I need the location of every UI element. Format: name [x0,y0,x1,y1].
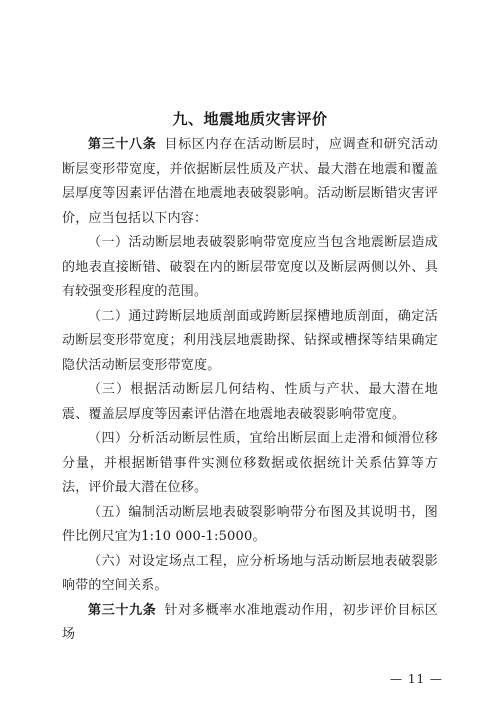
article-38-paragraph [62,133,438,231]
section-title: 九、地震地质灾害评价 [172,110,328,128]
list-item-5: （五）编制活动断层地表破裂影响带分布图及其说明书，图件比例尺宜为1:10 000-1:5000。 [62,504,438,544]
article-39-text: 针对多概率水准地震动作用，初步评价目标区场 [62,602,438,642]
article-38-label: 第三十八条 [88,137,157,152]
list-item-1: （一）活动断层地表破裂影响带宽度应当包含地震断层造成的地表直接断错、破裂在内的断层带宽度以及断层两侧以外、具有较强变形程度的范围。 [62,235,438,299]
article-39-paragraph [62,599,438,648]
list-item-6: （六）对设定场点工程，应分析场地与活动断层地表破裂影响带的空间关系。 [62,553,438,593]
list-item-4: （四）分析活动断层性质，宜给出断层面上走滑和倾滑位移分量，并根据断错事件实测位移数据或依据统计关系估算等方法，评价最大潜在位移。 [62,431,438,495]
list-item-3: （三）根据活动断层几何结构、性质与产状、最大潜在地震、覆盖层厚度等因素评估潜在地震地表破裂影响带宽度。 [62,382,438,422]
body-text [62,133,438,648]
list-item-2: （二）通过跨断层地质剖面或跨断层探槽地质剖面，确定活动断层变形带宽度；利用浅层地震勘探、钻探或槽探等结果确定隐伏活动断层变形带宽度。 [62,308,438,373]
article-38-text: 目标区内存在活动断层时，应调查和研究活动断层变形带宽度，并依据断层性质及产状、最大潜在地震和覆盖层厚度等因素评估潜在地震地表破裂影响。活动断层断错灾害评价，应当包括以下内容： [62,137,438,226]
page-number: — 11 — [390,672,443,686]
article-39-label: 第三十九条 [88,602,157,618]
